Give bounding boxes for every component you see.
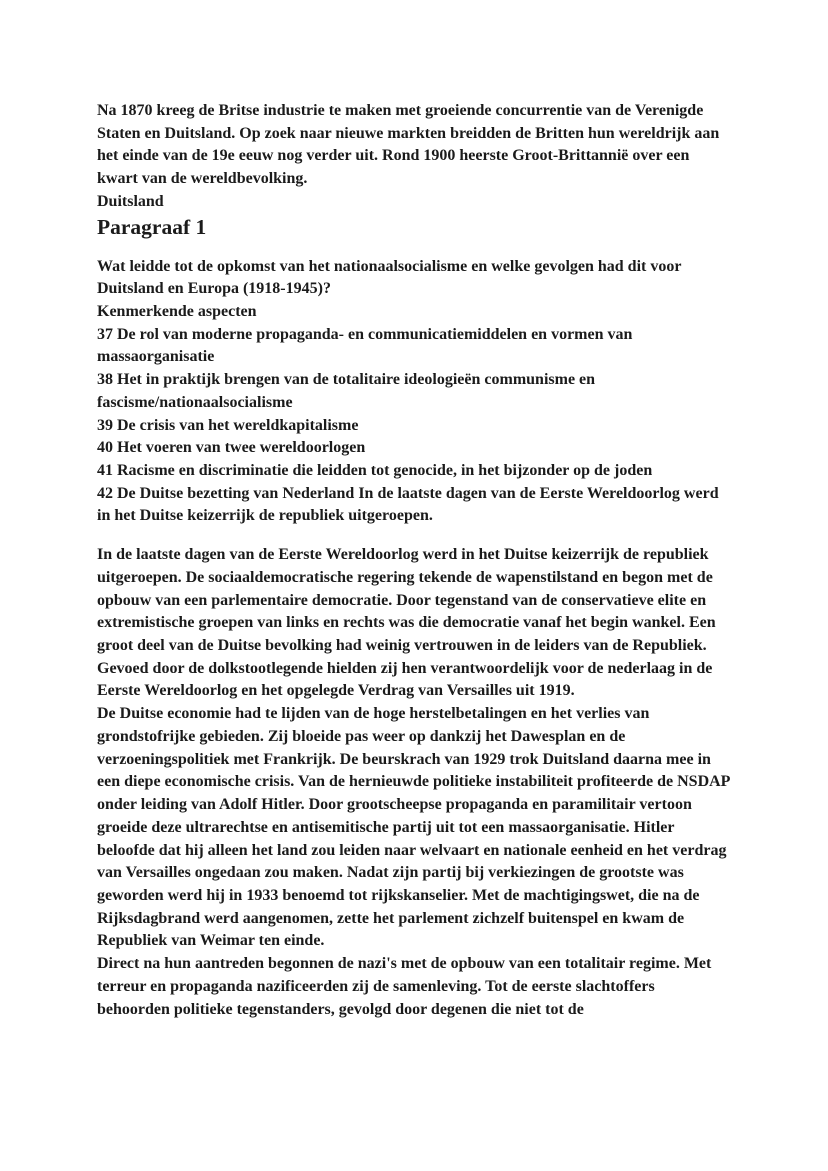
body-paragraph: De Duitse economie had te lijden van de hoge herstelbetalingen en het verlies van grondstofrijke gebieden. Zij bloeide pas weer op dankzij het Dawesplan en de verzoeningspolitiek met Frankrijk. De beurskrach van 1929 trok Duitsland daarna mee in een diepe economische crisis. Van de hernieuwde politieke instabiliteit profiteerde de NSDAP onder leiding van Adolf Hitler. Door grootscheepse propaganda en paramilitair vertoon groeide deze ultrarechtse en antisemitische partij uit tot een massaorganisatie. Hitler beloofde dat hij alleen het land zou leiden naar welvaart en nationale eenheid en het verdrag van Versailles ongedaan zou maken. Nadat zijn partij bij verkiezingen de grootste was geworden werd hij in 1933 benoemd tot rijkskanselier. Met de machtigingswet, die na de Rijksdagbrand werd aangenomen, zette het parlement zichzelf buitenspel en kwam de Republiek van Weimar ten einde. <box>97 705 730 950</box>
chapter-question: Wat leidde tot de opkomst van het nationaalsocialisme en welke gevolgen had dit voor Duitsland en Europa (1918-1945)? <box>97 257 682 298</box>
body-paragraph: In de laatste dagen van de Eerste Wereldoorlog werd in het Duitse keizerrijk de republiek uitgeroepen. De sociaaldemocratische regering tekende de wapenstilstand en begon met de opbouw van een parlementaire democratie. Door tegenstand van de conservatieve elite en extremistische groepen van links en rechts was die democratie vanaf het begin wankel. Een groot deel van de Duitse bevolking had weinig vertrouwen in de leiders van de Republiek. Gevoed door de dolkstootlegende hielden zij hen verantwoordelijk voor de nederlaag in de Eerste Wereldoorlog en het opgelegde Verdrag van Versailles uit 1919. <box>97 546 716 700</box>
aspect-item: 41 Racisme en discriminatie die leidden tot genocide, in het bijzonder op de joden <box>97 462 653 479</box>
aspect-item: 42 De Duitse bezetting van Nederland In de laatste dagen van de Eerste Wereldoorlog werd in het Duitse keizerrijk de republiek uitgeroepen. <box>97 484 719 525</box>
aspect-item: 40 Het voeren van twee wereldoorlogen <box>97 439 366 457</box>
body-paragraph: Direct na hun aantreden begonnen de nazi's met de opbouw van een totalitair regime. Met terreur en propaganda nazificeerden zij de samenleving. Tot de eerste slachtoffers behoorden politieke tegenstanders, gevolgd door degenen die niet tot de <box>97 955 712 1018</box>
aspects-list <box>97 324 731 528</box>
aspect-item: 37 De rol van moderne propaganda- en communicatiemiddelen en vormen van massaorganisatie <box>97 325 633 366</box>
aspect-item: 38 Het in praktijk brengen van de totalitaire ideologieën communisme en fascisme/nationaalsocialisme <box>97 371 596 411</box>
paragraph-heading: Paragraaf 1 <box>97 214 207 239</box>
document-body <box>97 100 731 1021</box>
intro-paragraph: Na 1870 kreeg de Britse industrie te maken met groeiende concurrentie van de Verenigde Staten en Duitsland. Op zoek naar nieuwe markten breidden de Britten hun wereldrijk aan het einde van de 19e eeuw nog verder uit. Rond 1900 heerste Groot-Brittannië over een kwart van de wereldbevolking. <box>97 102 720 188</box>
section-label: Duitsland <box>97 192 164 210</box>
aspects-subheading: Kenmerkende aspecten <box>97 302 257 320</box>
aspect-item: 39 De crisis van het wereldkapitalisme <box>97 416 359 434</box>
